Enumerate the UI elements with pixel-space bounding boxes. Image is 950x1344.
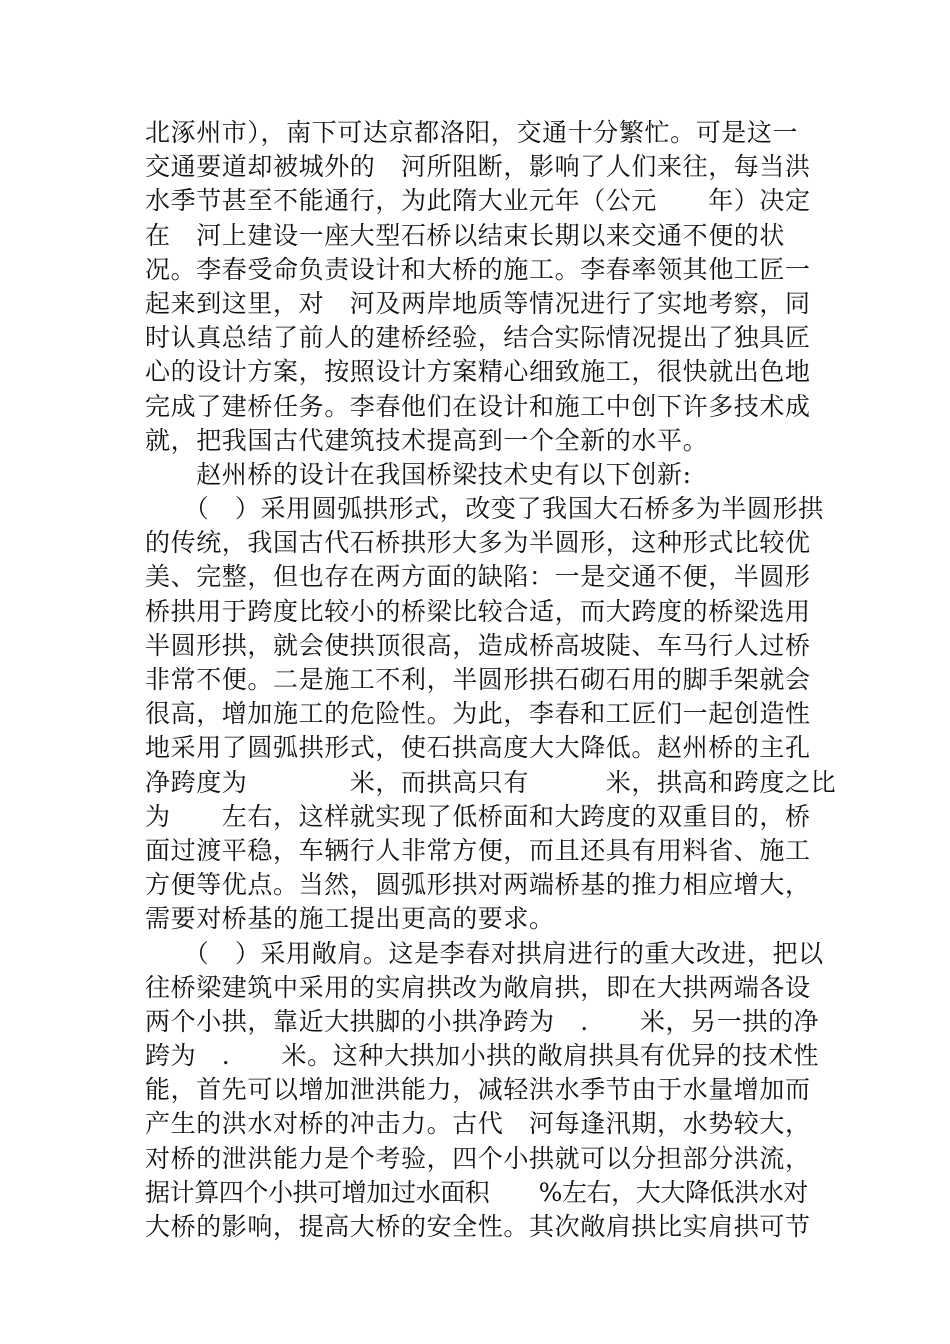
text-line: 能，首先可以增加泄洪能力，减轻洪水季节由于水量增加而 — [145, 1075, 811, 1105]
text-line: 往桥梁建筑中采用的实肩拱改为敞肩拱，即在大拱两端各设 — [145, 972, 811, 1002]
text-line: （ ）采用敞肩。这是李春对拱肩进行的重大改进，把以 — [145, 938, 824, 968]
text-line: 面过渡平稳，车辆行人非常方便，而且还具有用料省、施工 — [145, 835, 811, 865]
body-text — [145, 116, 835, 1244]
text-line: 净跨度为 米，而拱高只有 米，拱高和跨度之比 — [145, 767, 837, 797]
text-line: 两个小拱，靠近大拱脚的小拱净跨为 . 米，另一拱的净 — [145, 1006, 820, 1036]
text-line: （ ）采用圆弧拱形式，改变了我国大石桥多为半圆形拱 — [145, 494, 824, 524]
text-line: 起来到这里，对 河及两岸地质等情况进行了实地考察，同 — [145, 288, 811, 318]
text-line: 美、完整，但也存在两方面的缺陷：一是交通不便，半圆形 — [145, 562, 811, 592]
text-line: 据计算四个小拱可增加过水面积 %左右，大大降低洪水对 — [145, 1177, 808, 1207]
text-line: 交通要道却被城外的 河所阻断，影响了人们来往，每当洪 — [145, 152, 811, 182]
text-line: 桥拱用于跨度比较小的桥梁比较合适，而大跨度的桥梁选用 — [145, 596, 811, 626]
text-line: 时认真总结了前人的建桥经验，结合实际情况提出了独具匠 — [145, 323, 811, 353]
text-line: 心的设计方案，按照设计方案精心细致施工，很快就出色地 — [145, 357, 811, 387]
text-line: 水季节甚至不能通行，为此隋大业元年（公元 年）决定 — [145, 186, 811, 216]
text-line: 方便等优点。当然，圆弧形拱对两端桥基的推力相应增大， — [145, 870, 811, 900]
text-line: 为 左右，这样就实现了低桥面和大跨度的双重目的，桥 — [145, 801, 811, 831]
text-line: 况。李春受命负责设计和大桥的施工。李春率领其他工匠一 — [145, 254, 811, 284]
text-line: 产生的洪水对桥的冲击力。古代 河每逢汛期，水势较大， — [145, 1109, 811, 1139]
text-line: 就，把我国古代建筑技术提高到一个全新的水平。 — [145, 425, 709, 455]
text-line: 地采用了圆弧拱形式，使石拱高度大大降低。赵州桥的主孔 — [145, 733, 811, 763]
text-line: 跨为 . 米。这种大拱加小拱的敞肩拱具有优异的技术性 — [145, 1041, 820, 1071]
text-line: 北涿州市），南下可达京都洛阳，交通十分繁忙。可是这一 — [145, 118, 799, 147]
text-line: 大桥的影响，提高大桥的安全性。其次敞肩拱比实肩拱可节 — [145, 1212, 811, 1241]
text-line: 非常不便。二是施工不利，半圆形拱石砌石用的脚手架就会 — [145, 665, 811, 694]
section-intro: 赵州桥的设计在我国桥梁技术史有以下创新: — [145, 459, 692, 489]
text-line: 完成了建桥任务。李春他们在设计和施工中创下许多技术成 — [145, 391, 811, 421]
text-line: 很高，增加施工的危险性。为此，李春和工匠们一起创造性 — [145, 699, 811, 729]
text-line: 的传统，我国古代石桥拱形大多为半圆形，这种形式比较优 — [145, 528, 811, 558]
text-line: 在 河上建设一座大型石桥以结束长期以来交通不便的状 — [145, 220, 786, 250]
text-line: 对桥的泄洪能力是个考验，四个小拱就可以分担部分洪流， — [145, 1143, 811, 1173]
text-line: 需要对桥基的施工提出更高的要求。 — [145, 904, 555, 934]
text-line: 半圆形拱，就会使拱顶很高，造成桥高坡陡、车马行人过桥 — [145, 630, 811, 660]
